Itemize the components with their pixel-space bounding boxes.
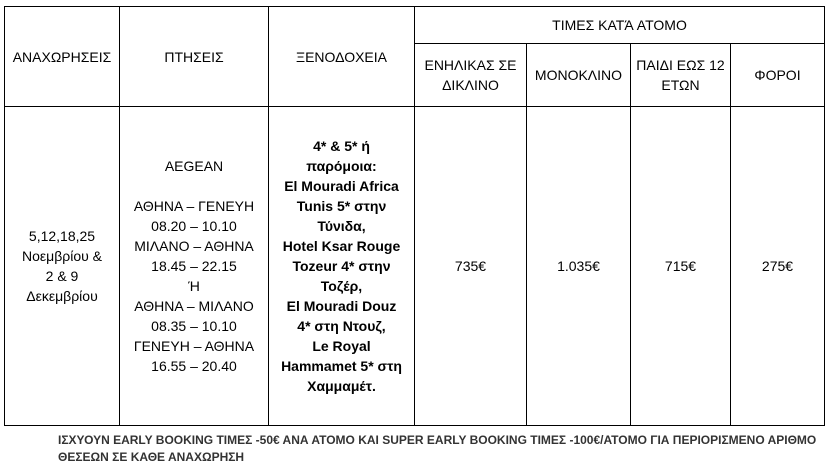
pricing-table	[4, 6, 825, 426]
departure-line: Δεκεμβρίου	[26, 288, 98, 304]
hotel-line: Tozeur 4* στην	[292, 258, 391, 274]
hotel-line: 4* & 5* ή	[313, 138, 370, 154]
departure-line: 2 & 9	[45, 268, 79, 284]
hotel-line: Χαμμαμέτ.	[307, 378, 376, 394]
header-single: ΜΟΝΟΚΛΙΝΟ	[527, 44, 631, 107]
hotel-line: Hotel Ksar Rouge	[282, 238, 401, 254]
hotel-line: El Mouradi Africa	[284, 178, 399, 194]
price-taxes: 275€	[731, 107, 825, 426]
header-flights: ΠΤΗΣΕΙΣ	[120, 7, 269, 107]
flight-line: 08.35 – 10.10	[151, 318, 237, 334]
hotels-cell	[269, 107, 415, 426]
airline-name: AEGEAN	[164, 158, 224, 174]
departures-cell	[5, 107, 120, 426]
header-child: ΠΑΙΔΙ ΕΩΣ 12 ΕΤΩΝ	[631, 44, 731, 107]
hotel-line: Hammamet 5* στη	[281, 358, 402, 374]
booking-footnote: ΙΣΧΥΟΥΝ EARLY BOOKING ΤΙΜΕΣ -50€ ΑΝΑ ΑΤΟΜΟ ΚΑΙ SUPER EARLY BOOKING ΤΙΜΕΣ -100€/ΑΤΟΜΟ ΓΙΑ ΠΕΡΙΟΡΙΣΜΕΝΟ ΑΡΙΘΜΟ ΘΕΣΕΩΝ ΣΕ ΚΑΘΕ ΑΝΑΧΩΡΗΣΗ	[58, 433, 817, 464]
price-single: 1.035€	[527, 107, 631, 426]
flight-line: ΑΘΗΝΑ – ΓΕΝΕΥΗ	[133, 198, 255, 214]
header-taxes: ΦΟΡΟΙ	[731, 44, 825, 107]
flight-line: 16.55 – 20.40	[151, 358, 237, 374]
hotel-line: Le Royal	[312, 338, 371, 354]
flights-cell	[120, 107, 269, 426]
table-row	[5, 107, 825, 426]
price-adult-double: 735€	[415, 107, 527, 426]
hotel-line: 4* στη Ντουζ,	[297, 318, 386, 334]
hotel-line: Τοζέρ,	[320, 278, 363, 294]
header-prices-per-person: ΤΙΜΕΣ ΚΑΤΆ ΑΤΟΜΟ	[415, 7, 825, 44]
flight-line: ΑΘΗΝΑ – ΜΙΛΑΝΟ	[134, 298, 254, 314]
hotel-line: Tunis 5* στην	[296, 198, 387, 214]
flight-line: 18.45 – 22.15	[151, 258, 237, 274]
departure-line: 5,12,18,25	[28, 228, 96, 244]
hotel-line: παρόμοια:	[306, 158, 377, 174]
price-child: 715€	[631, 107, 731, 426]
header-adult-double: ΕΝΗΛΙΚΑΣ ΣΕ ΔΙΚΛΙΝΟ	[415, 44, 527, 107]
flight-line: Ή	[188, 278, 200, 294]
flight-line: ΜΙΛΑΝΟ – ΑΘΗΝΑ	[134, 238, 254, 254]
hotel-line: Τύνιδα,	[317, 218, 366, 234]
flight-line: ΓΕΝΕΥΗ – ΑΘΗΝΑ	[133, 338, 255, 354]
flight-line: 08.20 – 10.10	[151, 218, 237, 234]
header-hotels: ΞΕΝΟΔΟΧΕΙΑ	[269, 7, 415, 107]
departure-line: Νοεμβρίου &	[21, 248, 102, 264]
header-departures: ΑΝΑΧΩΡΗΣΕΙΣ	[5, 7, 120, 107]
hotel-line: El Mouradi Douz	[286, 298, 397, 314]
